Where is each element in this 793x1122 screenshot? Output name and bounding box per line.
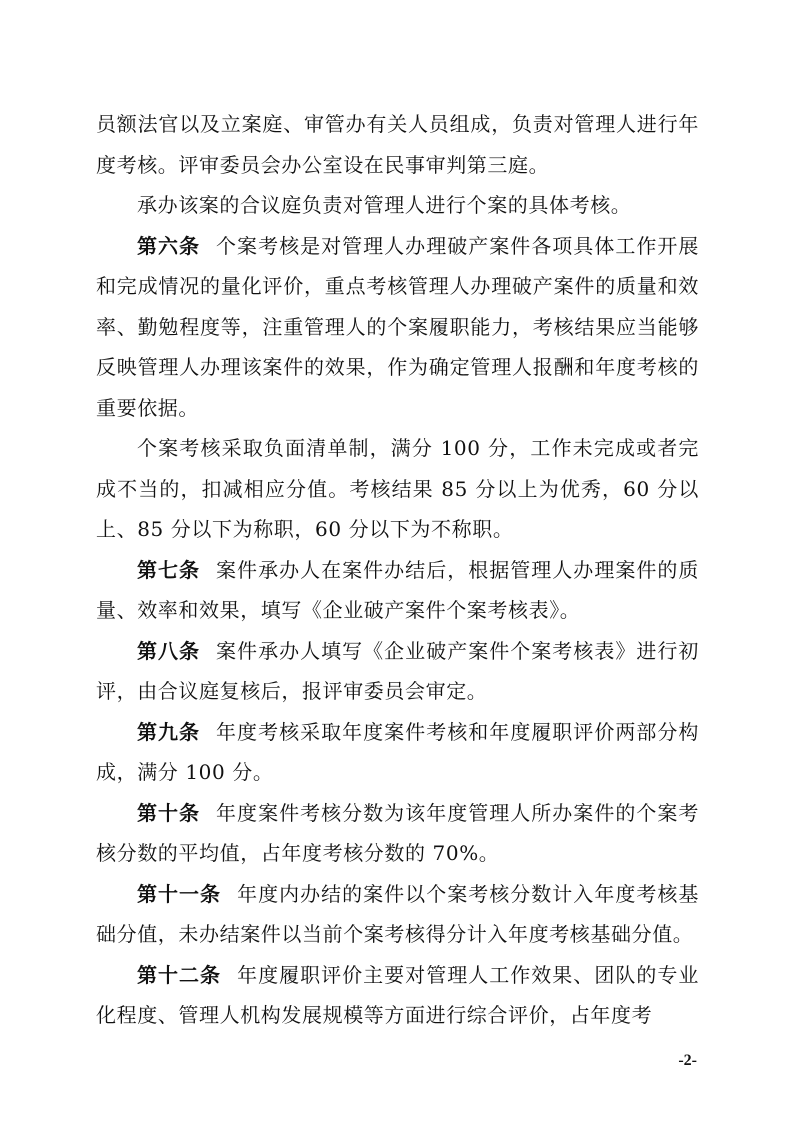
article-heading: 第十二条 <box>137 962 222 987</box>
article-paragraph <box>96 631 699 712</box>
article-paragraph <box>96 874 699 955</box>
paragraph-text: 年度考核采取年度案件考核和年度履职评价两部分构成，满分 100 分。 <box>96 719 699 784</box>
article-heading: 第十一条 <box>137 881 222 906</box>
paragraph-text: 案件承办人在案件办结后，根据管理人办理案件的质量、效率和效果，填写《企业破产案件个案考核表》。 <box>96 557 699 622</box>
body-text <box>96 104 699 1036</box>
paragraph-text: 个案考核采取负面清单制，满分 100 分，工作未完成或者完成不当的，扣减相应分值。考核结果 85 分以上为优秀，60 分以上、85 分以下为称职，60 分以下为不称职。 <box>96 436 699 541</box>
paragraph <box>96 185 699 226</box>
article-heading: 第六条 <box>137 233 201 258</box>
paragraph-text: 个案考核是对管理人办理破产案件各项具体工作开展和完成情况的量化评价，重点考核管理人办理破产案件的质量和效率、勤勉程度等，注重管理人的个案履职能力，考核结果应当能够反映管理人办理该案件的效果，作为确定管理人报酬和年度考核的重要依据。 <box>96 233 699 420</box>
paragraph-text: 员额法官以及立案庭、审管办有关人员组成，负责对管理人进行年度考核。评审委员会办公室设在民事审判第三庭。 <box>96 112 699 177</box>
paragraph-text: 承办该案的合议庭负责对管理人进行个案的具体考核。 <box>137 193 632 217</box>
paragraph-text: 年度内办结的案件以个案考核分数计入年度考核基础分值，未办结案件以当前个案考核得分计入年度考核基础分值。 <box>96 881 699 946</box>
article-paragraph <box>96 712 699 793</box>
article-paragraph <box>96 793 699 874</box>
article-heading: 第八条 <box>137 638 201 663</box>
article-heading: 第十条 <box>137 800 201 825</box>
article-paragraph <box>96 955 699 1036</box>
article-paragraph <box>96 226 699 429</box>
page-number: -2- <box>678 1052 697 1069</box>
article-heading: 第七条 <box>137 557 201 582</box>
paragraph <box>96 428 699 550</box>
article-heading: 第九条 <box>137 719 201 744</box>
paragraph <box>96 104 699 185</box>
paragraph-text: 年度案件考核分数为该年度管理人所办案件的个案考核分数的平均值，占年度考核分数的 70%。 <box>96 800 699 865</box>
paragraph-text: 案件承办人填写《企业破产案件个案考核表》进行初评，由合议庭复核后，报评审委员会审定。 <box>96 638 699 703</box>
paragraph-text: 年度履职评价主要对管理人工作效果、团队的专业化程度、管理人机构发展规模等方面进行综合评价，占年度考 <box>96 962 699 1027</box>
article-paragraph <box>96 550 699 631</box>
